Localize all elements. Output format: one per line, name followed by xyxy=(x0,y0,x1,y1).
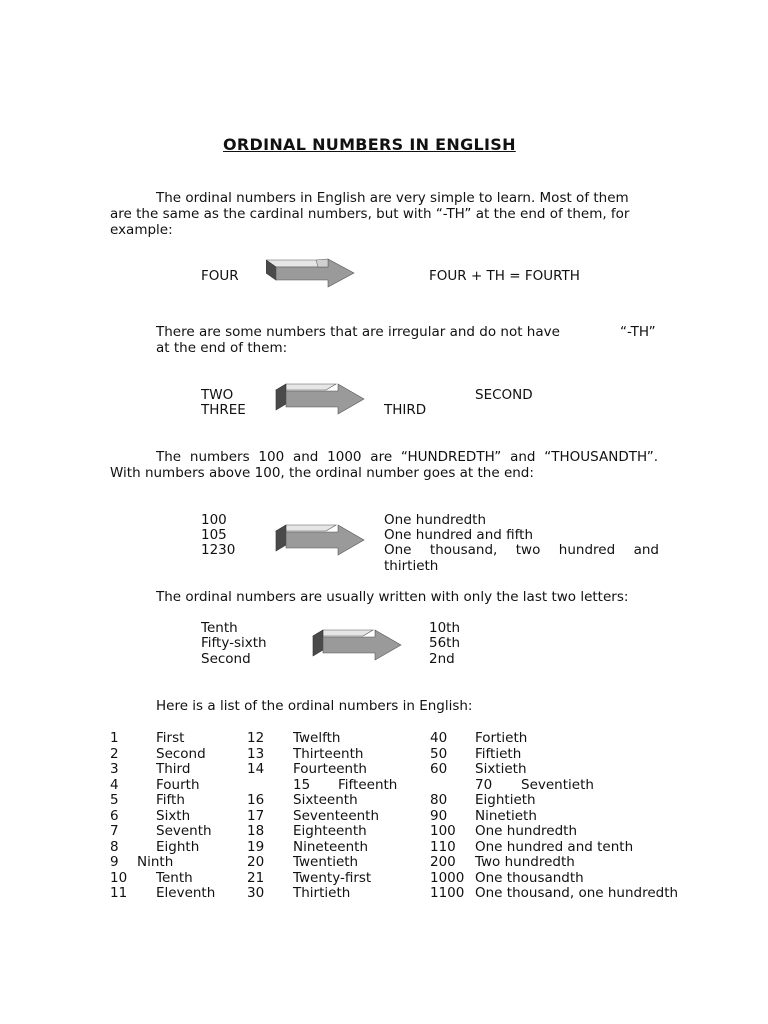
intro-line-1: The ordinal numbers in English are very simple to learn. Most of them xyxy=(156,190,629,206)
hundreds-line-1: The numbers 100 and 1000 are “HUNDREDTH” and “THOUSANDTH”. xyxy=(156,449,658,465)
example4-left-1: Tenth xyxy=(201,620,238,636)
list-number: 80 xyxy=(430,792,448,808)
example3-left-2: 105 xyxy=(201,527,227,543)
list-ordinal-word: Seventh xyxy=(156,823,212,839)
example3-right-2: One hundred and fifth xyxy=(384,527,533,543)
list-ordinal-word: Sixteenth xyxy=(293,792,358,808)
example2-right-2: THIRD xyxy=(384,402,427,418)
list-ordinal-word: Eightieth xyxy=(475,792,536,808)
list-ordinal-word: Eleventh xyxy=(156,885,216,901)
example1-left: FOUR xyxy=(201,268,239,284)
list-number: 1100 xyxy=(430,885,465,901)
example3-right-3: One thousand, two hundred and xyxy=(384,542,659,558)
list-ordinal-word: Fiftieth xyxy=(475,745,522,762)
list-ordinal-word: One thousandth xyxy=(475,869,584,886)
list-ordinal-word: Fourteenth xyxy=(293,761,367,777)
list-number: 200 xyxy=(430,854,456,870)
list-ordinal-word: Fourth xyxy=(156,776,200,793)
list-number: 4 xyxy=(110,776,119,793)
list-ordinal-word: Thirteenth xyxy=(293,745,364,762)
list-number: 19 xyxy=(247,838,265,855)
list-number: 30 xyxy=(247,885,265,901)
list-number: 14 xyxy=(247,761,265,777)
list-ordinal-word: Seventeenth xyxy=(293,807,380,824)
list-number: 90 xyxy=(430,807,448,824)
list-ordinal-word: Third xyxy=(156,761,191,777)
list-number: 11 xyxy=(110,885,128,901)
list-number: 8 xyxy=(110,838,119,855)
list-number: 13 xyxy=(247,745,265,762)
list-number: 1000 xyxy=(430,869,465,886)
list-ordinal-word: Sixtieth xyxy=(475,761,527,777)
list-ordinal-word: Second xyxy=(156,745,206,762)
arrow-right-icon xyxy=(275,382,367,416)
list-ordinal-word: Seventieth xyxy=(521,776,594,793)
page-title: ORDINAL NUMBERS IN ENGLISH xyxy=(223,135,516,154)
list-number: 17 xyxy=(247,807,265,824)
list-number: 15 xyxy=(293,776,311,793)
list-number: 9 xyxy=(110,854,119,870)
example4-right-2: 56th xyxy=(429,635,461,651)
abbrev-line: The ordinal numbers are usually written with only the last two letters: xyxy=(156,589,629,605)
example2-left-2: THREE xyxy=(201,402,246,418)
list-ordinal-word: Fortieth xyxy=(475,730,528,746)
irregular-line-1: There are some numbers that are irregular and do not have xyxy=(156,324,560,340)
list-ordinal-word: Ninetieth xyxy=(475,807,537,824)
arrow-right-icon xyxy=(266,256,356,290)
list-number: 10 xyxy=(110,869,128,886)
example4-right-1: 10th xyxy=(429,620,461,636)
list-ordinal-word: Twentieth xyxy=(293,854,359,870)
example3-left-3: 1230 xyxy=(201,542,236,558)
example2-left-1: TWO xyxy=(201,387,234,403)
list-number: 21 xyxy=(247,869,265,886)
list-intro: Here is a list of the ordinal numbers in English: xyxy=(156,698,473,714)
list-ordinal-word: Two hundredth xyxy=(475,854,575,870)
list-number: 18 xyxy=(247,823,265,839)
example3-left-1: 100 xyxy=(201,512,227,528)
list-number: 2 xyxy=(110,745,119,762)
list-number: 3 xyxy=(110,761,119,777)
intro-line-3: example: xyxy=(110,222,173,238)
list-ordinal-word: Twelfth xyxy=(293,730,341,746)
list-ordinal-word: Eighteenth xyxy=(293,823,367,839)
arrow-right-icon xyxy=(312,628,404,662)
list-ordinal-word: Sixth xyxy=(156,807,191,824)
list-ordinal-word: Fifteenth xyxy=(338,776,398,793)
example3-right-4: thirtieth xyxy=(384,558,439,574)
list-ordinal-word: Twenty-first xyxy=(293,869,372,886)
list-ordinal-word: First xyxy=(156,730,185,746)
list-ordinal-word: One hundredth xyxy=(475,823,577,839)
list-ordinal-word: Nineteenth xyxy=(293,838,369,855)
arrow-right-icon xyxy=(275,523,367,557)
list-number: 16 xyxy=(247,792,265,808)
list-number: 1 xyxy=(110,730,119,746)
list-ordinal-word: Eighth xyxy=(156,838,200,855)
list-ordinal-word: Tenth xyxy=(156,869,193,886)
example2-right-1: SECOND xyxy=(475,387,533,403)
list-ordinal-word: One thousand, one hundredth xyxy=(475,885,679,901)
list-number: 50 xyxy=(430,745,448,762)
intro-line-2: are the same as the cardinal numbers, but with “-TH” at the end of them, for xyxy=(110,206,630,222)
list-number: 40 xyxy=(430,730,448,746)
list-number: 20 xyxy=(247,854,265,870)
list-number: 70 xyxy=(475,776,493,793)
list-number: 12 xyxy=(247,730,265,746)
irregular-line-2: at the end of them: xyxy=(156,340,288,356)
list-number: 7 xyxy=(110,823,119,839)
list-number: 110 xyxy=(430,838,456,855)
list-ordinal-word: One hundred and tenth xyxy=(475,838,634,855)
list-ordinal-word: Thirtieth xyxy=(293,885,351,901)
example4-left-3: Second xyxy=(201,651,251,667)
irregular-line-1-tail: “-TH” xyxy=(620,324,656,340)
example4-left-2: Fifty-sixth xyxy=(201,635,267,651)
example3-right-1: One hundredth xyxy=(384,512,486,528)
list-number: 6 xyxy=(110,807,119,824)
list-number: 60 xyxy=(430,761,448,777)
list-ordinal-word: Ninth xyxy=(137,854,174,870)
list-ordinal-word: Fifth xyxy=(156,792,185,808)
list-number: 100 xyxy=(430,823,456,839)
example1-right: FOUR + TH = FOURTH xyxy=(429,268,580,284)
hundreds-line-2: With numbers above 100, the ordinal number goes at the end: xyxy=(110,465,534,481)
example4-right-3: 2nd xyxy=(429,651,455,667)
list-number: 5 xyxy=(110,792,119,808)
